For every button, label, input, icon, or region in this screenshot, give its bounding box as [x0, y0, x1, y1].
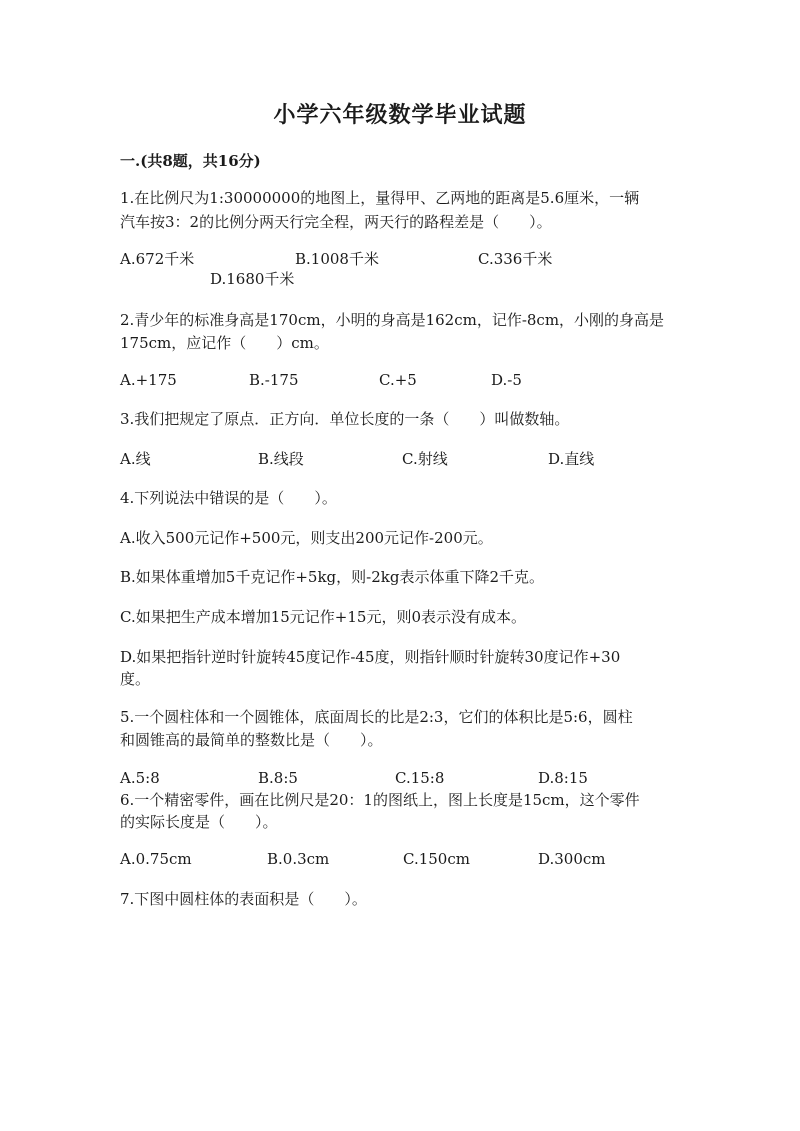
question-3-line-1: 3.我们把规定了原点．正方向．单位长度的一条（ ）叫做数轴。 — [120, 410, 570, 428]
question-5-option-c: C.15:8 — [395, 769, 445, 787]
question-1-line-1: 1.在比例尺为1:30000000的地图上，量得甲、乙两地的距离是5.6厘米，一辆 — [120, 189, 640, 207]
section-heading: 一.(共8题，共16分) — [120, 152, 261, 170]
question-3-option-a: A.线 — [120, 450, 151, 468]
question-3-option-c: C.射线 — [402, 450, 448, 468]
question-6-option-b: B.0.3cm — [267, 850, 330, 868]
question-3-option-d: D.直线 — [548, 450, 595, 468]
page-title: 小学六年级数学毕业试题 — [273, 102, 527, 128]
question-4-option-b: B.如果体重增加5千克记作+5kg，则-2kg表示体重下降2千克。 — [120, 568, 544, 586]
question-2-option-c: C.+5 — [379, 371, 417, 389]
question-2-option-b: B.-175 — [249, 371, 299, 389]
question-6-line-2: 的实际长度是（ ）。 — [120, 813, 278, 831]
question-5-line-1: 5.一个圆柱体和一个圆锥体，底面周长的比是2:3，它们的体积比是5:6，圆柱 — [120, 708, 633, 726]
question-1-option-a: A.672千米 — [120, 250, 195, 268]
question-5-line-2: 和圆锥高的最简单的整数比是（ ）。 — [120, 731, 383, 749]
question-5-option-b: B.8:5 — [258, 769, 298, 787]
question-1-option-c: C.336千米 — [478, 250, 553, 268]
question-3-option-b: B.线段 — [258, 450, 304, 468]
question-2-option-a: A.+175 — [120, 371, 177, 389]
question-2-line-2: 175cm，应记作（ ）cm。 — [120, 334, 329, 352]
question-4-option-a: A.收入500元记作+500元，则支出200元记作-200元。 — [120, 529, 493, 547]
question-1-option-b: B.1008千米 — [295, 250, 379, 268]
question-4-line-1: 4.下列说法中错误的是（ ）。 — [120, 489, 337, 507]
question-4-option-c: C.如果把生产成本增加15元记作+15元，则0表示没有成本。 — [120, 608, 526, 626]
question-2-option-d: D.-5 — [491, 371, 522, 389]
question-1-option-d: D.1680千米 — [210, 270, 295, 288]
question-6-line-1: 6.一个精密零件，画在比例尺是20：1的图纸上，图上长度是15cm，这个零件 — [120, 791, 640, 809]
question-4-option-d-cont: 度。 — [120, 670, 151, 688]
question-6-option-d: D.300cm — [538, 850, 606, 868]
question-7-line-1: 7.下图中圆柱体的表面积是（ ）。 — [120, 890, 367, 908]
question-2-line-1: 2.青少年的标准身高是170cm，小明的身高是162cm，记作-8cm，小刚的身高是 — [120, 311, 665, 329]
question-6-option-a: A.0.75cm — [120, 850, 192, 868]
question-1-line-2: 汽车按3：2的比例分两天行完全程，两天行的路程差是（ ）。 — [120, 213, 552, 231]
question-5-option-a: A.5:8 — [120, 769, 160, 787]
question-4-option-d: D.如果把指针逆时针旋转45度记作-45度，则指针顺时针旋转30度记作+30 — [120, 648, 621, 666]
question-6-option-c: C.150cm — [403, 850, 470, 868]
question-5-option-d: D.8:15 — [538, 769, 588, 787]
